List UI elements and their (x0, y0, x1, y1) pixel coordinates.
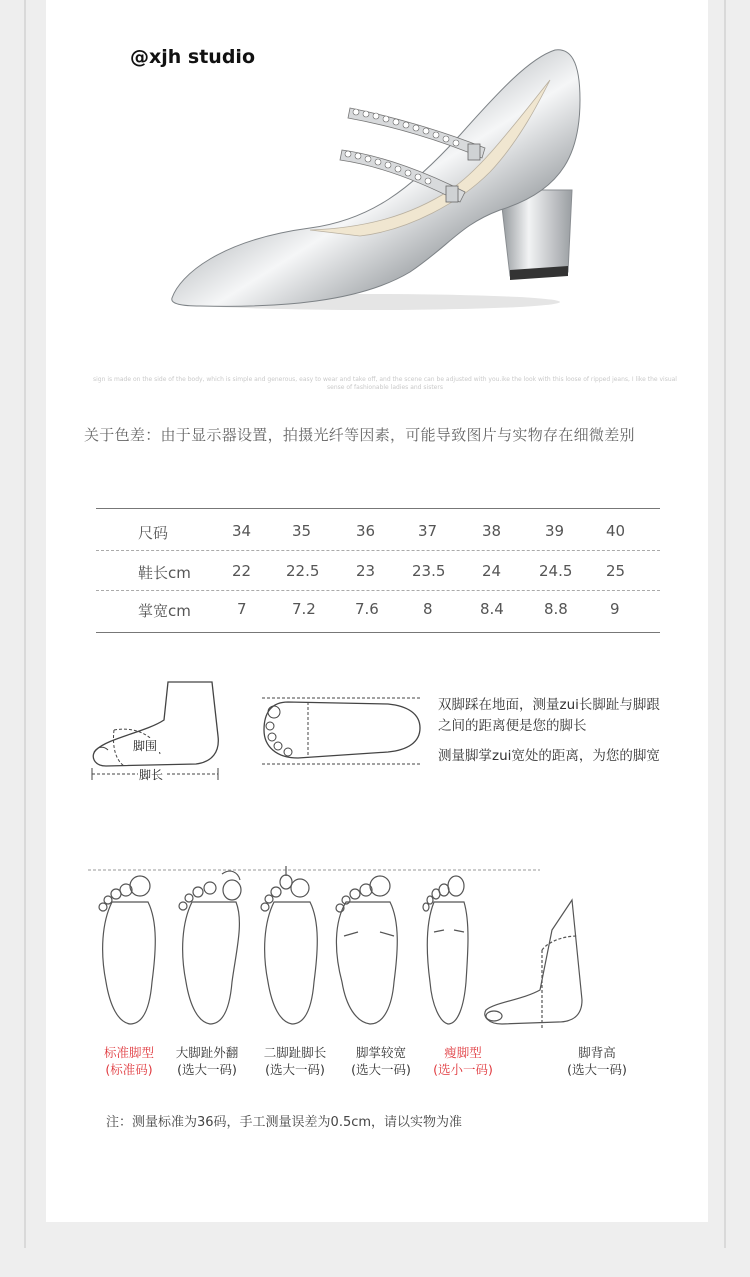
foot-type-name: 脚背高 (578, 1045, 616, 1060)
table-cell: 22.5 (286, 562, 320, 580)
table-cell: 8 (423, 600, 433, 618)
table-cell: 23 (356, 562, 376, 580)
table-row-size (96, 522, 660, 546)
table-cell: 8.8 (544, 600, 568, 618)
foot-type-advice: (选大一码) (351, 1062, 411, 1077)
length-instruction-1: 双脚踩在地面，测量zui长脚趾与脚跟 (438, 697, 660, 713)
foot-top-diagram (258, 696, 424, 766)
table-cell: 39 (545, 522, 565, 540)
table-cell: 38 (482, 522, 502, 540)
table-cell: 8.4 (480, 600, 504, 618)
table-top-rule (96, 508, 660, 509)
table-row-length (96, 562, 660, 586)
table-row-width (96, 600, 660, 624)
foot-length-label: 脚长 (139, 768, 164, 782)
width-instruction: 测量脚掌zui宽处的距离，为您的脚宽 (438, 748, 660, 764)
table-cell: 35 (292, 522, 312, 540)
color-difference-note: 关于色差：由于显示器设置，拍摄光纤等因素，可能导致图片与实物存在细微差别 (84, 426, 635, 444)
row-label: 尺码 (138, 524, 169, 542)
table-cell: 23.5 (412, 562, 446, 580)
table-cell: 36 (356, 522, 376, 540)
table-cell: 34 (232, 522, 252, 540)
english-description: sign is made on the side of the body, which is simple and generous, easy to wear and take off, and the scene can be adjusted with you.ike the look with this loose of ripped jeans, I like the visual sense of fashionable ladies and sisters (93, 376, 677, 391)
table-bottom-rule (96, 632, 660, 633)
table-cell: 7.2 (292, 600, 316, 618)
foot-type-name: 脚掌较宽 (355, 1045, 406, 1060)
foot-type-advice: (选大一码) (265, 1062, 325, 1077)
foot-girth-label: 脚围 (133, 739, 158, 753)
foot-type-second-toe (250, 1044, 340, 1078)
table-divider (96, 590, 660, 591)
brand-watermark: @xjh studio (130, 46, 255, 68)
table-cell: 9 (610, 600, 620, 618)
foot-type-advice: (选小一码) (433, 1062, 493, 1077)
foot-type-slim (418, 1044, 508, 1078)
table-cell: 7.6 (355, 600, 379, 618)
table-cell: 40 (606, 522, 626, 540)
table-cell: 24.5 (539, 562, 573, 580)
foot-types-diagram (84, 860, 664, 1030)
foot-type-name: 标准脚型 (103, 1045, 154, 1060)
table-cell: 22 (232, 562, 252, 580)
foot-type-advice: (标准码) (105, 1062, 153, 1077)
foot-type-name: 瘦脚型 (444, 1045, 482, 1060)
product-image (160, 40, 590, 320)
measurement-footnote: 注：测量标准为36码，手工测量误差为0.5cm，请以实物为准 (106, 1115, 463, 1130)
foot-type-high-instep (552, 1044, 642, 1078)
foot-type-advice: (选大一码) (567, 1062, 627, 1077)
foot-type-name: 二脚趾脚长 (263, 1045, 327, 1060)
frame-left-line (24, 0, 26, 1248)
foot-type-advice: (选大一码) (177, 1062, 237, 1077)
table-cell: 37 (418, 522, 438, 540)
table-cell: 25 (606, 562, 626, 580)
row-label: 掌宽cm (138, 602, 191, 620)
table-divider (96, 550, 660, 551)
table-cell: 7 (237, 600, 247, 618)
table-cell: 24 (482, 562, 502, 580)
length-instruction-2: 之间的距离便是您的脚长 (438, 718, 587, 734)
foot-type-standard (84, 1044, 174, 1078)
foot-type-bunion (162, 1044, 252, 1078)
frame-right-line (724, 0, 726, 1248)
row-label: 鞋长cm (138, 564, 191, 582)
foot-type-wide (336, 1044, 426, 1078)
foot-type-name: 大脚趾外翻 (175, 1045, 239, 1060)
